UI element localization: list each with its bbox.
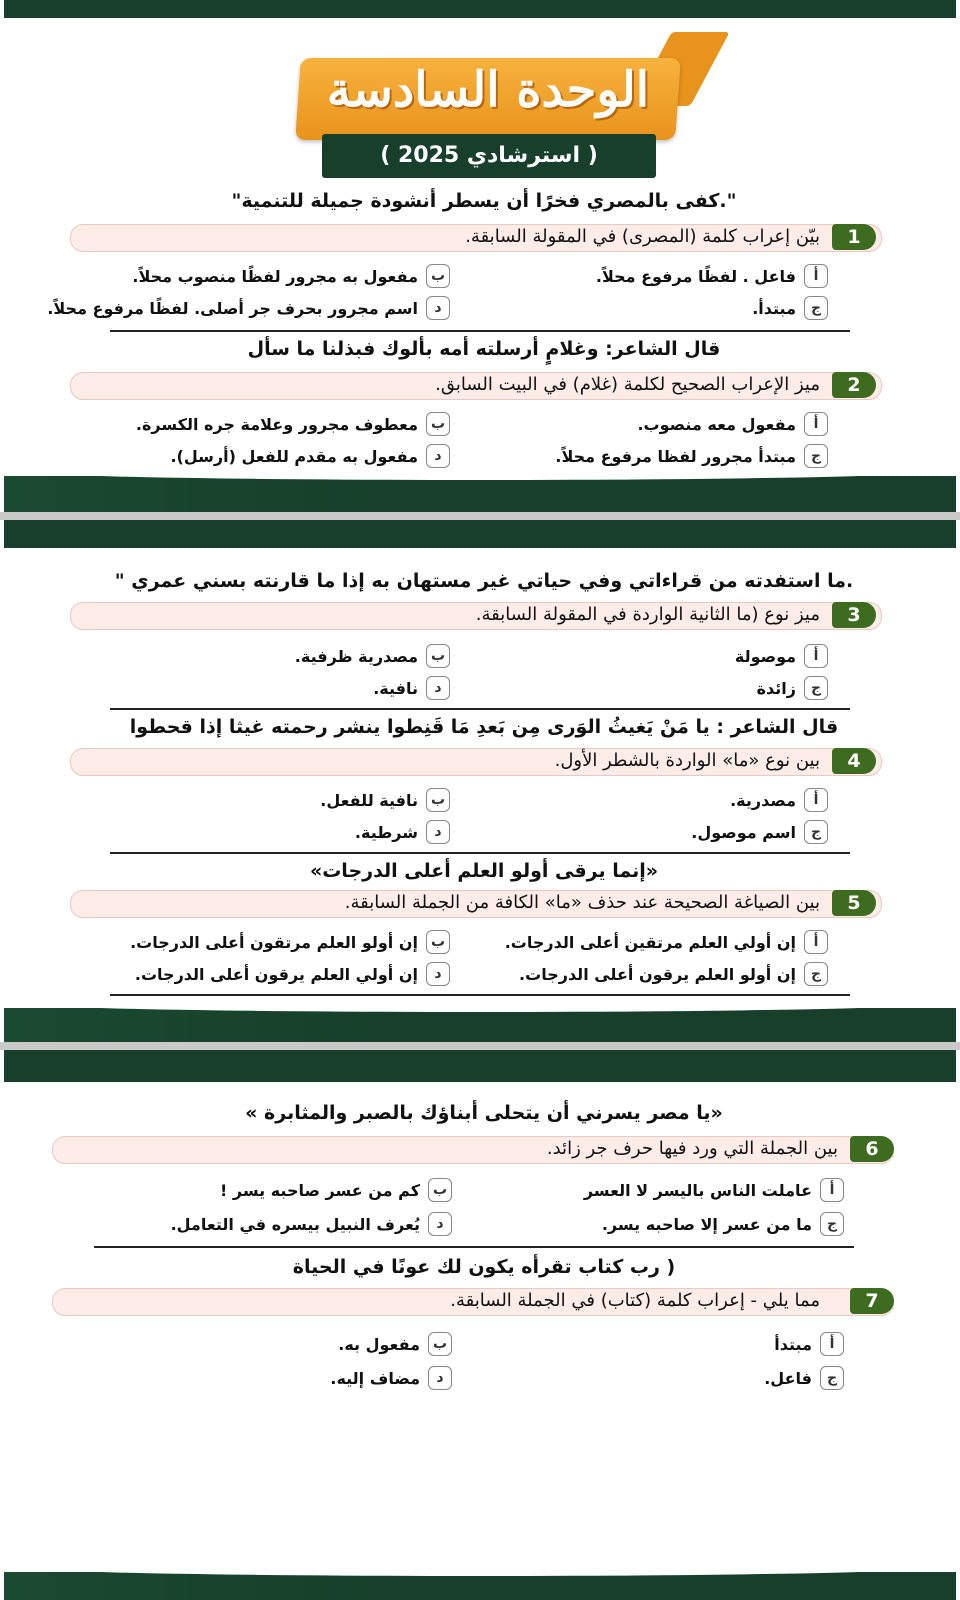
option-letter: أ [804,644,828,668]
option-letter: أ [804,264,828,288]
option-b-q7[interactable] [338,1332,452,1356]
option-d-q6[interactable] [171,1212,452,1236]
option-text: مبتدأ. [752,298,796,318]
option-c-q5[interactable] [519,962,828,986]
option-b-q2[interactable] [136,412,450,436]
option-d-q3[interactable] [373,676,450,700]
option-letter: ج [804,962,828,986]
option-text: فاعل. [764,1368,812,1388]
option-text: اسم مجرور بحرف جر أصلى. لفظًا مرفوع محلاً. [47,298,418,318]
quote-q1: ".كفى بالمصري فخرًا أن يسطر أنشودة جميلة للتنمية" [231,190,737,212]
option-text: إن أولي العلم مرتقين أعلى الدرجات. [504,932,796,952]
option-text: فاعل . لفظًا مرفوع محلاً. [595,266,796,286]
option-letter: ج [804,820,828,844]
option-letter: د [426,444,450,468]
option-b-q5[interactable] [130,930,450,954]
option-letter: أ [820,1178,844,1202]
question-number-q3: 3 [832,602,876,628]
option-d-q5[interactable] [135,962,450,986]
option-text: زائدة [756,678,796,698]
option-text: نافية. [373,678,418,698]
option-letter: ج [820,1212,844,1236]
option-letter: أ [820,1332,844,1356]
page-3 [4,1050,956,1600]
option-d-q7[interactable] [330,1366,452,1390]
page-1 [4,0,956,512]
option-text: إن أولو العلم مرتقون أعلى الدرجات. [130,932,418,952]
top-band [4,0,956,18]
page-separator [0,1042,960,1050]
option-text: اسم موصول. [691,822,796,842]
option-text: مفعول به مجرور لفظًا منصوب محلاً. [132,266,418,286]
option-text: مبتدأ [774,1334,812,1354]
option-text: عاملت الناس باليسر لا العسر [583,1180,812,1200]
question-number-q7: 7 [850,1288,894,1314]
page-2 [4,520,956,1042]
option-letter: د [426,676,450,700]
option-text: مفعول به. [338,1334,420,1354]
option-text: إن أولو العلم يرقون أعلى الدرجات. [519,964,796,984]
question-text-q7: مما يلي - إعراب كلمة (كتاب) في الجملة السابقة. [450,1290,820,1311]
question-number-q5: 5 [832,890,876,916]
quote-q2: قال الشاعر: وغلامٍ أرسلته أمه بألوك فبذلنا ما سأل [247,338,721,360]
unit-subtitle: ( استرشادي 2025 ) [322,134,656,178]
option-text: نافية للفعل. [320,790,418,810]
question-text-q4: بين نوع «ما» الواردة بالشطر الأول. [554,750,820,771]
option-a-q2[interactable] [637,412,828,436]
option-text: معطوف مجرور وعلامة جره الكسرة. [135,414,418,434]
option-c-q2[interactable] [555,444,828,468]
question-text-q2: ميز الإعراب الصحيح لكلمة (غلام) في البيت السابق. [435,374,820,395]
option-letter: أ [804,412,828,436]
option-letter: د [426,962,450,986]
bottom-band [4,1572,956,1600]
option-text: مصدرية. [730,790,796,810]
option-a-q7[interactable] [774,1332,844,1356]
divider [110,708,850,710]
option-text: إن أولي العلم يرقون أعلى الدرجات. [134,964,418,984]
divider [110,852,850,854]
unit-title: الوحدة السادسة [326,62,650,118]
option-d-q4[interactable] [355,820,450,844]
option-b-q4[interactable] [320,788,450,812]
option-c-q3[interactable] [757,676,828,700]
option-c-q4[interactable] [691,820,828,844]
option-text: مصدرية ظرفية. [294,646,418,666]
option-letter: ب [428,1332,452,1356]
option-a-q3[interactable] [735,644,828,668]
option-letter: أ [804,788,828,812]
question-text-q3: ميز نوع (ما الثانية الواردة في المقولة السابقة. [475,604,820,625]
top-band [4,520,956,548]
option-letter: ب [426,788,450,812]
question-number-q1: 1 [832,224,876,250]
option-letter: ب [426,930,450,954]
option-d-q2[interactable] [170,444,450,468]
option-c-q6[interactable] [602,1212,844,1236]
option-letter: د [428,1366,452,1390]
option-letter: ج [820,1366,844,1390]
option-letter: د [428,1212,452,1236]
option-letter: أ [804,930,828,954]
question-number-q2: 2 [832,372,876,398]
option-a-q6[interactable] [584,1178,844,1202]
option-letter: د [426,820,450,844]
option-b-q6[interactable] [220,1178,452,1202]
bottom-band [4,476,956,512]
option-text: موصولة [734,646,796,666]
option-text: مفعول به مقدم للفعل (أرسل). [170,446,418,466]
option-text: يُعرف النبيل بيسره في التعامل. [170,1214,420,1234]
option-a-q5[interactable] [505,930,828,954]
top-band [4,1050,956,1082]
bottom-band [4,1008,956,1042]
question-text-q6: بين الجملة التي ورد فيها حرف جر زائد. [546,1138,838,1159]
option-letter: ب [426,412,450,436]
option-b-q3[interactable] [295,644,450,668]
option-text: كم من عسر صاحبه يسر ! [220,1180,420,1200]
question-text-q5: بين الصياغة الصحيحة عند حذف «ما» الكافة من الجملة السابقة. [344,892,820,913]
option-a-q1[interactable] [596,264,828,288]
option-c-q7[interactable] [764,1366,844,1390]
option-text: ما من عسر إلا صاحبه يسر. [601,1214,812,1234]
option-letter: د [426,296,450,320]
option-c-q1[interactable] [752,296,828,320]
quote-q4: قال الشاعر : يا مَنْ يَغيثُ الوَرى مِن بَعدِ مَا قَنِطوا ينشر رحمته غيثا إذا قحطوا [129,716,839,738]
divider [94,1246,854,1248]
quote-q3: .ما استفدته من قراءاتي وفي حياتي غير مستهان به إذا ما قارنته بسني عمري " [114,570,854,592]
option-letter: ب [426,644,450,668]
option-letter: ب [426,264,450,288]
option-text: مفعول معه منصوب. [637,414,796,434]
option-text: مضاف إليه. [330,1368,420,1388]
question-number-q4: 4 [832,748,876,774]
divider [110,330,850,332]
divider [110,994,850,996]
option-b-q1[interactable] [132,264,450,288]
option-letter: ج [804,676,828,700]
quote-q5: «إنما يرقى أولو العلم أعلى الدرجات» [309,860,659,882]
question-text-q1: بيّن إعراب كلمة (المصرى) في المقولة السابقة. [465,226,820,247]
option-text: شرطية. [354,822,418,842]
option-letter: ب [428,1178,452,1202]
quote-q6: «يا مصر يسرني أن يتحلى أبناؤك بالصبر والمثابرة » [245,1102,723,1124]
option-d-q1[interactable] [47,296,450,320]
option-letter: ج [804,444,828,468]
option-a-q4[interactable] [730,788,828,812]
option-letter: ج [804,296,828,320]
quote-q7: ( رب كتاب تقرأه يكون لك عونًا في الحياة [292,1256,676,1278]
page-separator [0,512,960,520]
question-number-q6: 6 [850,1136,894,1162]
option-text: مبتدأ مجرور لفظا مرفوع محلاً. [555,446,796,466]
